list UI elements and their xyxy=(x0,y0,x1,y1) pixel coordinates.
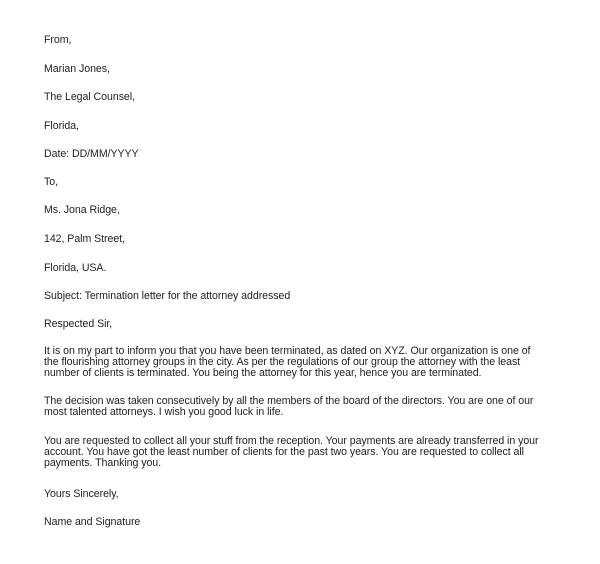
recipient-street: 142, Palm Street, xyxy=(44,233,125,245)
date-line: Date: DD/MM/YYYY xyxy=(44,148,139,160)
paragraph-line: the flourishing attorney groups in the city. As per the regulations of our group the attorney with the least xyxy=(44,356,521,369)
paragraph-line: account. You have got the least number of clients for the past two years. You are requested to collect all xyxy=(44,446,524,459)
recipient-name: Ms. Jona Ridge, xyxy=(44,204,120,216)
to-label: To, xyxy=(44,176,58,188)
paragraph-line: most talented attorneys. I wish you good luck in life. xyxy=(44,406,284,419)
paragraph-line: The decision was taken consecutively by all the members of the board of the directors. You are one of our xyxy=(44,395,534,407)
paragraph-line: It is on my part to inform you that you have been terminated, as dated on XYZ. Our organization is one of xyxy=(44,345,531,357)
recipient-location: Florida, USA. xyxy=(44,262,107,274)
sender-location: Florida, xyxy=(44,120,79,132)
paragraph-line: number of clients is terminated. You being the attorney for this year, hence you are terminated. xyxy=(44,367,482,380)
body-paragraph-1 xyxy=(44,346,572,380)
body-paragraph-2 xyxy=(44,396,572,418)
sender-name: Marian Jones, xyxy=(44,63,110,75)
sender-title: The Legal Counsel, xyxy=(44,91,135,103)
paragraph-line: payments. Thanking you. xyxy=(44,457,162,470)
closing: Yours Sincerely, xyxy=(44,488,119,500)
signature-line: Name and Signature xyxy=(44,516,141,528)
body-paragraph-3 xyxy=(44,436,572,470)
paragraph-line: You are requested to collect all your stuff from the reception. Your payments are already transferred in your xyxy=(44,435,539,447)
salutation: Respected Sir, xyxy=(44,318,113,330)
subject-line: Subject: Termination letter for the attorney addressed xyxy=(44,290,291,302)
from-label: From, xyxy=(44,34,72,46)
